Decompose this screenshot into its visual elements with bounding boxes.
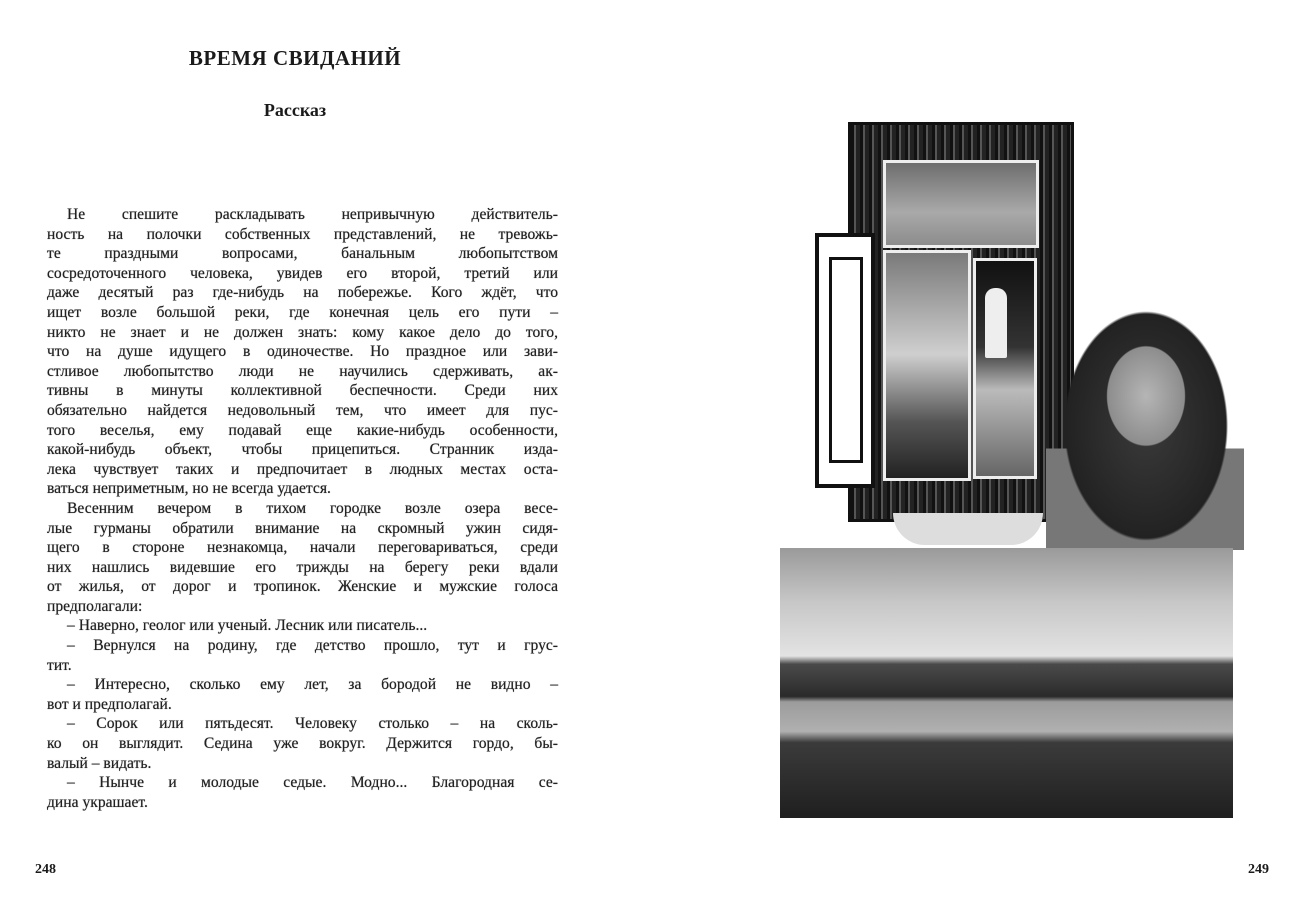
page-number-right: 249 <box>1248 862 1269 877</box>
text-line: тит. <box>47 656 72 674</box>
text-line: стливое любопытство люди не научились сдерживать, ак- <box>47 362 558 380</box>
text-line: обязательно найдется недовольный тем, что имеет для пус- <box>47 401 558 419</box>
text-line: ищет возле большой реки, где конечная цель его пути – <box>47 303 558 321</box>
text-line: что на душе идущего в одиночестве. Но праздное или зави- <box>47 343 558 361</box>
text-line: даже десятый раз где-нибудь на побережье. Кого ждёт, что <box>47 284 558 302</box>
silhouette-figure <box>985 288 1007 358</box>
text-line: – Нынче и молодые седые. Модно... Благородная се- <box>67 774 558 792</box>
text-line: лые гурманы обратили внимание на скромный ужин сидя- <box>47 519 558 537</box>
text-line: валый – видать. <box>47 754 152 772</box>
window-collage-image <box>815 118 1077 548</box>
text-line: сосредоточенного человека, увидев его второй, третий или <box>47 264 558 282</box>
page-number-left: 248 <box>35 862 56 877</box>
text-line: вот и предполагай. <box>47 695 172 713</box>
text-line: от жилья, от дорог и тропинок. Женские и мужские голоса <box>47 578 558 596</box>
text-line: – Наверно, геолог или ученый. Лесник или писатель... <box>67 617 428 635</box>
window-pane-church <box>883 250 971 481</box>
text-line: – Интересно, сколько ему лет, за бородой не видно – <box>67 676 558 694</box>
text-line: те праздными вопросами, банальным любопытством <box>47 245 558 263</box>
open-window-sash <box>815 233 875 488</box>
text-line: дина украшает. <box>47 793 148 811</box>
text-line: тивны в минуты коллективной беспечности. Среди них <box>47 382 558 400</box>
text-line: ваться неприметным, но не всегда удается. <box>47 480 331 498</box>
text-line: ко он выглядит. Седина уже вокруг. Держится гордо, бы- <box>47 735 558 753</box>
text-line: какой-нибудь объект, чтобы прицепиться. Странник изда- <box>47 441 558 459</box>
text-line: щего в стороне незнакомца, начали переговариваться, среди <box>47 539 558 557</box>
text-line: предполагали: <box>47 597 143 615</box>
story-title: ВРЕМЯ СВИДАНИЙ <box>188 46 402 70</box>
text-line: лека чувствует таких и предпочитает в людных местах оста- <box>47 460 558 478</box>
river-landscape-image <box>780 548 1233 818</box>
text-line: них нашлись видевшие его трижды на берегу реки вдали <box>47 558 558 576</box>
window-pane-sky <box>883 160 1039 248</box>
window-sill <box>893 513 1043 545</box>
text-line: ность на полочки собственных представлений, не тревожь- <box>47 225 558 243</box>
text-line: Не спешите раскладывать непривычную действитель- <box>67 206 558 223</box>
woman-portrait-image <box>1046 296 1244 550</box>
text-line: – Вернулся на родину, где детство прошло, тут и грус- <box>67 637 558 655</box>
text-line: Весенним вечером в тихом городке возле озера весе- <box>67 499 558 517</box>
text-line: никто не знает и не должен знать: кому какое дело до того, <box>47 323 558 341</box>
story-subtitle: Рассказ <box>263 100 327 120</box>
text-line: – Сорок или пятьдесят. Человеку столько – на сколь- <box>67 715 558 733</box>
text-line: того веселья, ему подавай еще какие-нибудь особенности, <box>47 421 558 439</box>
story-body-text <box>47 205 558 812</box>
